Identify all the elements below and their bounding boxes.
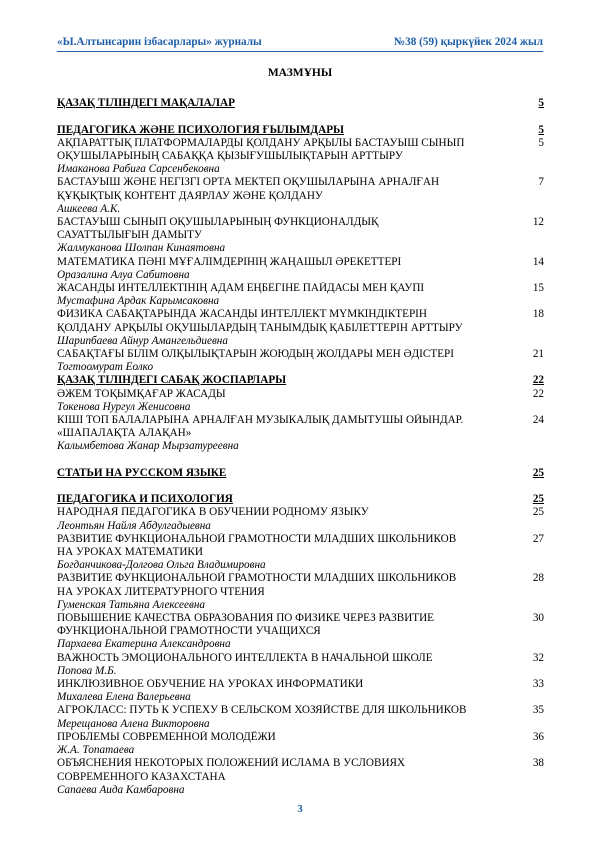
page-title: МАЗМҰНЫ [267,67,333,79]
toc-entry: ФИЗИКА САБАҚТАРЫНДА ЖАСАНДЫ ИНТЕЛЛЕКТ МҮМКІНДІКТЕРІН 18 ҚОЛДАНУ АРҚЫЛЫ ОҚУШЫЛАРДЫҢ ТАНЫМДЫҚ ҚАБІЛЕТТЕРІН АРТТЫРУ Шарипбаева Айнур Амангельдиевна [57,308,544,347]
entry-author: Ж.А. Топатаева [57,744,135,757]
toc-entry: ВАЖНОСТЬ ЭМОЦИОНАЛЬНОГО ИНТЕЛЛЕКТА В НАЧАЛЬНОЙ ШКОЛЕ 32 Попова М.Б. [57,651,544,677]
toc-entry: АҚПАРАТТЫҚ ПЛАТФОРМАЛАРДЫ ҚОЛДАНУ АРҚЫЛЫ БАСТАУЫШ СЫНЫП 5 ОҚУШЫЛАРЫНЫҢ САБАҚҚА ҚЫЗЫҒУШЫЛЫҚТАРЫН АРТТЫРУ Имаканова Рабиға Сарсенбековна [57,136,544,176]
toc-entry: КІШІ ТОП БАЛАЛАРЫНА АРНАЛҒАН МУЗЫКАЛЫҚ ДАМЫТУШЫ ОЙЫНДАР. 24 «ШАПАЛАҚТА АЛАҚАН» Калымбетова Жанар Мырзатуреевна [57,414,544,453]
journal-name: «Ы.Алтынсарин ізбасарлары» журналы [57,36,262,48]
page-ref: 36 [532,730,544,743]
entry-author: Богданчикова-Долгова Ольга Владимировна [57,559,266,572]
entry-author: Жалмуканова Шолпан Кинаятовна [57,242,226,255]
toc-entry: РАЗВИТИЕ ФУНКЦИОНАЛЬНОЙ ГРАМОТНОСТИ МЛАДШИХ ШКОЛЬНИКОВ 28 НА УРОКАХ ЛИТЕРАТУРНОГО ЧТЕНИЯ Гуменская Татьяна Алексеевна [57,572,544,611]
page-ref: 5 [538,97,544,110]
page-ref: 32 [532,651,544,664]
toc-entry: НАРОДНАЯ ПЕДАГОГИКА В ОБУЧЕНИИ РОДНОМУ ЯЗЫКУ 25 Леонтьян Найля Абдулгадыевна [57,506,544,532]
toc-entry: ИНКЛЮЗИВНОЕ ОБУЧЕНИЕ НА УРОКАХ ИНФОРМАТИКИ 33 Михалева Елена Валерьевна [57,678,544,704]
section-heading: ПЕДАГОГИКА И ПСИХОЛОГИЯ 25 [57,493,544,506]
page-ref: 24 [532,414,544,427]
toc-entry: БАСТАУЫШ ЖӘНЕ НЕГІЗГІ ОРТА МЕКТЕП ОҚУШЫЛАРЫНА АРНАЛҒАН 7 ҚҰҚЫҚТЫҚ КОНТЕНТ ДАЯРЛАУ ЖӘНЕ ҚОЛДАНУ Ашкеева А.К. [57,176,544,215]
section-heading: ПЕДАГОГИКА ЖӘНЕ ПСИХОЛОГИЯ ҒЫЛЫМДАРЫ 5 [57,123,544,136]
page-ref: 5 [538,136,544,149]
toc-entry: ПРОБЛЕМЫ СОВРЕМЕННОЙ МОЛОДЁЖИ 36 Ж.А. Топатаева [57,730,544,757]
section-heading: ҚАЗАҚ ТІЛІНДЕГІ САБАҚ ЖОСПАРЛАРЫ 22 [57,374,544,387]
entry-author: Токенова Нургул Женисовна [57,400,191,413]
page-ref: 28 [532,572,544,585]
entry-author: Ашкеева А.К. [57,202,121,215]
toc-entry: ОБЪЯСНЕНИЯ НЕКОТОРЫХ ПОЛОЖЕНИЙ ИСЛАМА В УСЛОВИЯХ 38 СОВРЕМЕННОГО КАЗАХСТАНА Сапаева Аида Камбаровна [57,757,544,796]
page-ref: 5 [538,123,544,136]
entry-author: Михалева Елена Валерьевна [57,691,191,704]
section-heading: ҚАЗАҚ ТІЛІНДЕГІ МАҚАЛАЛАР 5 [57,97,544,110]
entry-author: Имаканова Рабиға Сарсенбековна [57,163,220,176]
page-ref: 25 [532,466,544,479]
page-number: 3 [297,803,303,815]
page-ref: 22 [532,387,544,400]
entry-author: Пархаева Екатерина Александровна [57,638,231,651]
page-ref: 33 [532,678,544,691]
page-ref: 35 [532,704,544,717]
page-ref: 27 [532,532,544,545]
page-ref: 12 [532,216,544,228]
entry-author: Сапаева Аида Камбаровна [57,783,185,796]
toc-entry: ӘЖЕМ ТОҚЫМҚАҒАР ЖАСАДЫ 22 Токенова Нургул Женисовна [57,387,544,413]
toc-entry: БАСТАУЫШ СЫНЫП ОҚУШЫЛАРЫНЫҢ ФУНКЦИОНАЛДЫҚ 12 САУАТТЫЛЫҒЫН ДАМЫТУ Жалмуканова Шолпан Кинаятовна [57,216,544,255]
toc-entry: ПОВЫШЕНИЕ КАЧЕСТВА ОБРАЗОВАНИЯ ПО ФИЗИКЕ ЧЕРЕЗ РАЗВИТИЕ 30 ФУНКЦИОНАЛЬНОЙ ГРАМОТНОСТИ УЧАЩИХСЯ Пархаева Екатерина Александровна [57,612,544,651]
toc-entry: РАЗВИТИЕ ФУНКЦИОНАЛЬНОЙ ГРАМОТНОСТИ МЛАДШИХ ШКОЛЬНИКОВ 27 НА УРОКАХ МАТЕМАТИКИ Богданчикова-Долгова Ольга Владимировна [57,532,544,572]
entry-author: Оразалина Алуа Сабитовна [57,268,190,281]
header-rule [57,51,543,52]
entry-author: Попова М.Б. [57,664,117,677]
entry-author: Мустафина Ардак Карымсаковна [57,295,220,308]
page-ref: 30 [532,612,544,625]
page-ref: 15 [532,282,544,295]
toc-entry: АГРОКЛАСС: ПУТЬ К УСПЕХУ В СЕЛЬСКОМ ХОЗЯЙСТВЕ ДЛЯ ШКОЛЬНИКОВ 35 Мерещанова Алена Викторовна [57,704,544,730]
page-ref: 22 [532,374,544,387]
entry-author: Гуменская Татьяна Алексеевна [57,598,205,611]
issue-info: №38 (59) қыркүйек 2024 жыл [393,36,543,48]
section-heading: СТАТЬИ НА РУССКОМ ЯЗЫКЕ 25 [57,466,544,479]
entry-author: Мерещанова Алена Викторовна [57,717,210,730]
page-ref: 7 [538,176,544,189]
entry-author: Калымбетова Жанар Мырзатуреевна [57,440,239,453]
toc-entry: ЖАСАНДЫ ИНТЕЛЛЕКТІНІҢ АДАМ ЕҢБЕГІНЕ ПАЙДАСЫ МЕН ҚАУПІ 15 Мустафина Ардак Карымсаковна [57,282,544,308]
page-ref: 21 [532,348,544,361]
running-header [57,36,543,48]
entry-author: Леонтьян Найля Абдулгадыевна [57,519,211,532]
page-ref: 25 [532,493,544,506]
toc-entry: МАТЕМАТИКА ПӘНІ МҰҒАЛІМДЕРІНІҢ ЖАҢАШЫЛ ӘРЕКЕТТЕРІ 14 Оразалина Алуа Сабитовна [57,255,544,281]
entry-author: Тогтоомурат Ёолко [57,361,154,374]
toc-entry: САБАҚТАҒЫ БІЛІМ ОЛҚЫЛЫҚТАРЫН ЖОЮДЫҢ ЖОЛДАРЫ МЕН ӘДІСТЕРІ 21 Тогтоомурат Ёолко [57,348,544,374]
page-ref: 38 [532,757,544,770]
page-ref: 18 [532,308,544,321]
table-of-contents [57,84,544,797]
page-ref: 14 [532,255,544,268]
entry-author: Шарипбаева Айнур Амангельдиевна [57,334,228,347]
page-ref: 25 [532,506,544,519]
